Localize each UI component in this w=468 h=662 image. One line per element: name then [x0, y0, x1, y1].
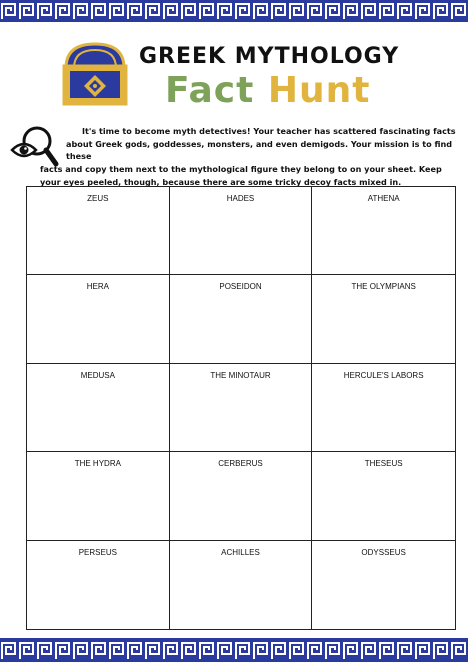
grid-cell-hades: HADES	[170, 187, 313, 275]
grid-cell-achilles: ACHILLES	[170, 541, 313, 629]
grid-cell-zeus: ZEUS	[27, 187, 170, 275]
grid-cell-theseus: THESEUS	[312, 452, 455, 540]
greek-key-border-bottom	[0, 638, 468, 662]
intro-paragraph: It's time to become myth detectives! Your teacher has scattered fascinating facts about Greek gods, goddesses, monsters, and even demigods. Your mission is to find these	[66, 126, 456, 162]
title-fact-hunt	[165, 70, 370, 111]
grid-cell-athena: ATHENA	[312, 187, 455, 275]
grid-cell-cerberus: CERBERUS	[170, 452, 313, 540]
grid-cell-perseus: PERSEUS	[27, 541, 170, 629]
grid-cell-the-olympians: THE OLYMPIANS	[312, 275, 455, 363]
intro-paragraph-continued: facts and copy them next to the mythological figure they belong to on your sheet. Keep your eyes peeled, though, because there are some tricky decoy facts mixed in.	[40, 164, 442, 187]
grid-cell-the-hydra: THE HYDRA	[27, 452, 170, 540]
title-greek-mythology: GREEK MYTHOLOGY	[139, 44, 400, 69]
title-word-hunt: Hunt	[267, 70, 371, 111]
grid-cell-hera: HERA	[27, 275, 170, 363]
grid-cell-the-minotaur: THE MINOTAUR	[170, 364, 313, 452]
greek-key-border-top	[0, 0, 468, 22]
treasure-chest-icon	[60, 40, 130, 108]
title-word-fact: Fact	[165, 70, 255, 111]
grid-cell-hercules-labors: HERCULE'S LABORS	[312, 364, 455, 452]
grid-cell-odysseus: ODYSSEUS	[361, 547, 406, 557]
grid-cell-poseidon: POSEIDON	[170, 275, 313, 363]
fact-grid	[26, 186, 456, 630]
grid-cell-medusa: MEDUSA	[27, 364, 170, 452]
